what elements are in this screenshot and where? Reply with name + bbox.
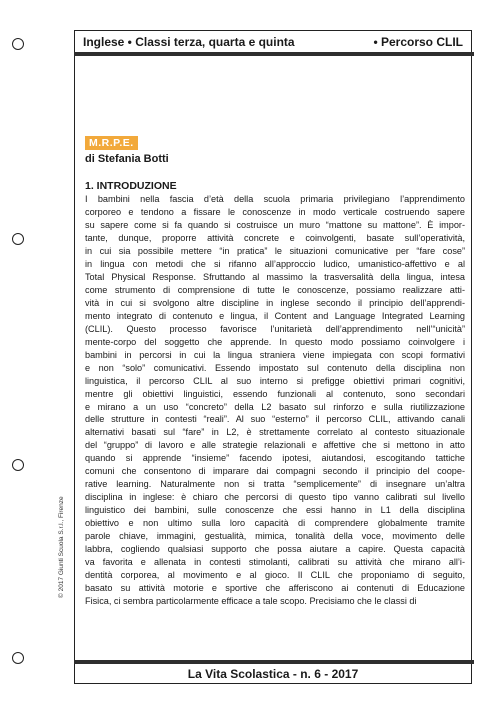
body-line: mentre gli obiettivi linguistici, essendo funzionali al contenuto, sono secondari: [85, 388, 465, 399]
section-title: 1. INTRODUZIONE: [85, 180, 177, 192]
body-line: quando si apprende “insieme” facendo ipotesi, aiutandosi, escogitando tattiche: [85, 453, 465, 464]
body-line: Total Physical Response. Sfruttando al massimo la trasversalità della lingua, intesa: [85, 271, 465, 282]
binder-hole: [12, 652, 24, 664]
body-line: alternativi basati sul “fare” in L2, è strettamente correlato al contesto situazionale: [85, 427, 465, 438]
body-line: tante, dunque, proporre attività concrete e coinvolgenti, basate sull’operatività,: [85, 232, 465, 243]
header-subject: Inglese • Classi terza, quarta e quinta: [83, 34, 295, 49]
binder-hole: [12, 459, 24, 471]
header-section: • Percorso CLIL: [373, 34, 463, 49]
body-line: comuni che consentono di imparare dai compagni secondo il principio del coope-: [85, 466, 465, 477]
body-line: in cui sia possibile mettere “in pratica” le situazioni comunicative per “fare cose”: [85, 245, 465, 256]
footer-publication: La Vita Scolastica - n. 6 - 2017: [187, 666, 359, 681]
body-line: obiettivo e non ultimo sulla loro capacità di comprendere globalmente tramite: [85, 518, 465, 529]
body-line: e non “solo” comunicativi. Essendo impostato sul contenuto della disciplina non: [85, 362, 465, 373]
body-line: mente-corpo del soggetto che apprende. In questo modo possiamo coinvolgere i: [85, 336, 465, 347]
body-line: basato su attività motorie e sportive che afferiscono ai contenuti di Educazione: [85, 583, 465, 594]
body-line: in lingua con metodi che si rifanno all’approccio ludico, umanistico-affettivo e al: [85, 258, 465, 269]
binder-hole: [12, 233, 24, 245]
body-line: (CLIL). Questo processo favorisce l’unitarietà dell’apprendimento nell’“unicità”: [85, 323, 465, 334]
page-footer: [74, 664, 472, 684]
body-line: parole chiave, immagini, gestualità, mimica, tonalità della voce, movimento delle: [85, 531, 465, 542]
body-line: bambini in percorsi in cui la lingua straniera viene impiegata con scopi formativi: [85, 349, 465, 360]
body-line: del “gruppo” di lavoro e alle strategie relazionali e affettive che si mettono in atto: [85, 440, 465, 451]
body-line: linguistica, il percorso CLIL al suo interno si prefigge obiettivi primari cognitivi,: [85, 375, 465, 386]
body-line: vità in cui si svolgono altre discipline in inglese secondo il principio dell’apprendi-: [85, 297, 465, 308]
article-badge: M.R.P.E.: [85, 136, 138, 150]
body-line: Fisica, ci sembra particolarmente efficace a tale scopo. Precisiamo che le classi di: [85, 596, 417, 607]
article-body: [85, 193, 465, 608]
page-header: [74, 30, 472, 52]
copyright-notice: © 2017 Giunti Scuola S.r.l., Firenze: [58, 496, 65, 598]
body-line: va favorita e allenata in contesti stimolanti, calibrati su attività che mirano all’i-: [85, 557, 465, 568]
body-line: labbra, cogliendo qualsiasi supporto che possa aiutare a capire. Questa capacità: [85, 544, 465, 555]
body-line: corporeo e tendono a fissare le conoscenze in modo verticale costruendo sapere: [85, 206, 465, 217]
binder-hole: [12, 38, 24, 50]
body-line: come strumento di comprensione di tutte le conoscenze, possiamo realizzare atti-: [85, 284, 465, 295]
body-line: su sapere come si fa quando si costruisce un muro “mattone su mattone”. È impor-: [85, 219, 465, 230]
body-line: disciplina in inglese: è chiaro che percorsi di questo tipo vanno calibrati sul livello: [85, 492, 465, 503]
article-author: di Stefania Botti: [85, 153, 169, 165]
content-frame: [74, 56, 472, 660]
body-line: dentità corporea, al movimento e al gioco. Il CLIL che proponiamo di seguito,: [85, 570, 465, 581]
body-line: rative learning. Naturalmente non si tratta “semplicemente” di insegnare un’altra: [85, 479, 465, 490]
body-line: linguistico dei bambini, sulle conoscenze che essi hanno in L1 della disciplina: [85, 505, 465, 516]
body-line: e mirano a un uso “concreto” della L2 basato sul rinforzo e sulla riutilizzazione: [85, 401, 465, 412]
body-line: mento integrato di contenuto e lingua, il Content and Language Integrated Learning: [85, 310, 465, 321]
body-line: delle strutture in contesti “reali”. Al suo “esterno” il percorso CLIL, attivando canali: [85, 414, 465, 425]
body-line: I bambini nella fascia d’età della scuola primaria privilegiano l’apprendimento: [85, 194, 465, 204]
page-sheet: [74, 30, 474, 684]
